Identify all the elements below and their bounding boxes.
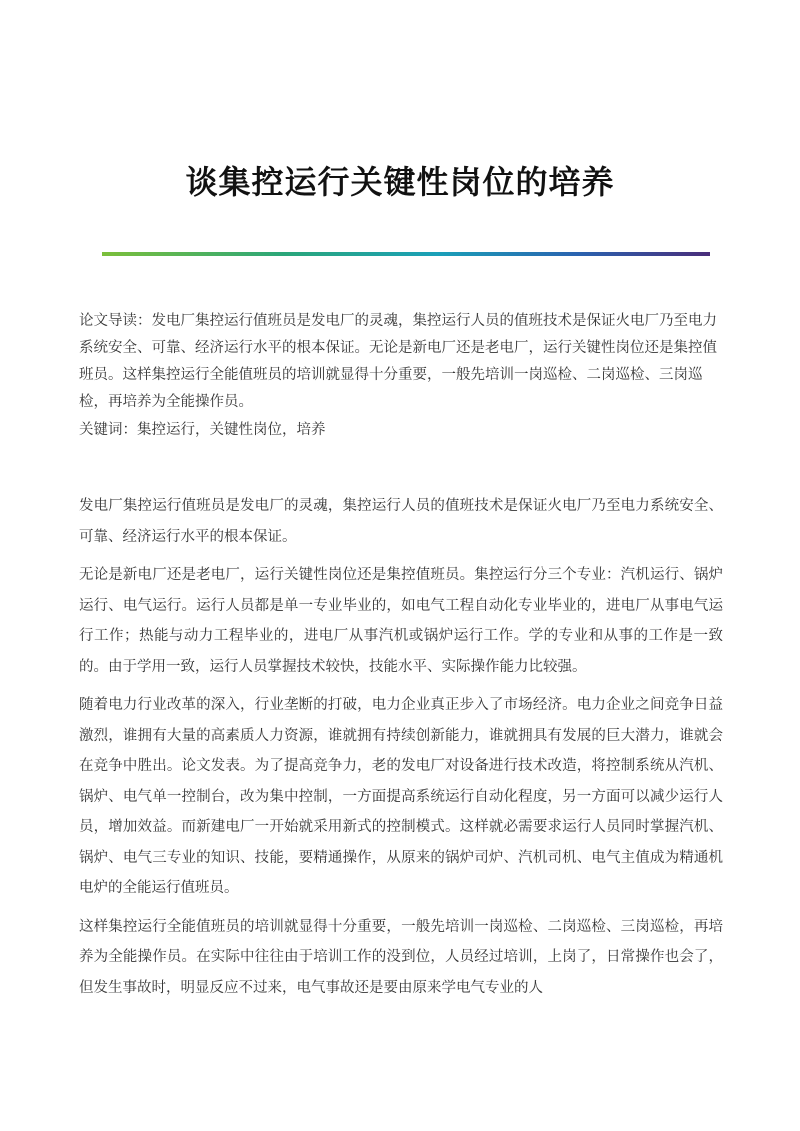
body-paragraph-1: 发电厂集控运行值班员是发电厂的灵魂，集控运行人员的值班技术是保证火电厂乃至电力系统安全、可靠、经济运行水平的根本保证。: [79, 498, 723, 545]
body-section: [79, 491, 723, 1003]
abstract-section: [79, 308, 723, 416]
keywords-text: 集控运行，关键性岗位，培养: [137, 422, 326, 438]
title-divider: [102, 252, 710, 256]
body-paragraph-3: 随着电力行业改革的深入，行业垄断的打破，电力企业真正步入了市场经济。电力企业之间竞争日益激烈，谁拥有大量的高素质人力资源，谁就拥有持续创新能力，谁就拥具有发展的巨大潜力，谁就会在竞争中胜出。论文发表。为了提高竞争力，老的发电厂对设备进行技术改造，将控制系统从汽机、锅炉、电气单一控制台，改为集中控制，一方面提高系统运行自动化程度，另一方面可以减少运行人员，增加效益。而新建电厂一开始就采用新式的控制模式。这样就必需要求运行人员同时掌握汽机、锅炉、电气三专业的知识、技能，要精通操作，从原来的锅炉司炉、汽机司机、电气主值成为精通机电炉的全能运行值班员。: [79, 697, 723, 896]
document-content: [79, 308, 723, 1011]
abstract-label: 论文导读：: [79, 313, 152, 329]
abstract-text: 发电厂集控运行值班员是发电厂的灵魂，集控运行人员的值班技术是保证火电厂乃至电力系统安全、可靠、经济运行水平的根本保证。无论是新电厂还是老电厂，运行关键性岗位还是集控值班员。这样集控运行全能值班员的培训就显得十分重要，一般先培训一岗巡检、二岗巡检、三岗巡检，再培养为全能操作员。: [79, 313, 717, 410]
abstract-paragraph: [79, 308, 723, 416]
keywords-line: [79, 417, 723, 444]
body-paragraph-4: 这样集控运行全能值班员的培训就显得十分重要，一般先培训一岗巡检、二岗巡检、三岗巡检，再培养为全能操作员。在实际中往往由于培训工作的没到位，人员经过培训，上岗了，日常操作也会了，但发生事故时，明显反应不过来，电气事故还是要由原来学电气专业的人: [79, 918, 723, 996]
document-title: 谈集控运行关键性岗位的培养: [185, 163, 615, 201]
keywords-label: 关键词：: [79, 422, 137, 438]
body-paragraph-2: 无论是新电厂还是老电厂，运行关键性岗位还是集控值班员。集控运行分三个专业：汽机运行、锅炉运行、电气运行。运行人员都是单一专业毕业的，如电气工程自动化专业毕业的，进电厂从事电气运行工作；热能与动力工程毕业的，进电厂从事汽机或锅炉运行工作。学的专业和从事的工作是一致的。由于学用一致，运行人员掌握技术较快，技能水平、实际操作能力比较强。: [79, 567, 723, 675]
